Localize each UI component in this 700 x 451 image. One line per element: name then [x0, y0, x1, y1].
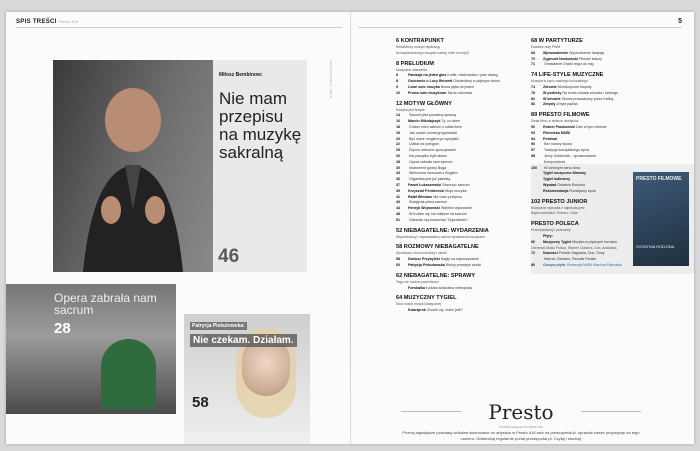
toc-entry-desc: Wieczorna rozmowa z Bogiem	[409, 171, 458, 176]
toc-entry-desc: Pieśnie staczy	[578, 56, 602, 61]
toc-entry-title: Prowo solo muzykowe	[408, 90, 447, 95]
toc-entry-desc: Nowa płyta na jesień	[440, 84, 474, 89]
toc-entry-page: 70	[531, 56, 535, 61]
toc-section-heading[interactable]: 52 NIEBAGATELNE: WYDARZENIA	[396, 227, 489, 234]
toc-entry-page: 60	[396, 262, 400, 267]
toc-entry-desc: Ostatnia Rodzina	[557, 182, 585, 187]
toc-entry-desc: Wybitne wykonanie	[440, 206, 472, 211]
toc-entry-title: W podróży	[543, 90, 562, 95]
toc-entry-title: Zygmunt Noskowski	[543, 56, 578, 61]
toc-entry-title: Fantazja na jeden głos	[408, 73, 447, 78]
toc-entry-page: 44	[396, 206, 400, 211]
toc-entry-desc: Zmysł piękna	[556, 102, 578, 107]
toc-entry-page: 98	[531, 153, 535, 158]
toc-entry-page: 20	[396, 136, 400, 141]
toc-section-heading[interactable]: PRESTO POLECA	[531, 221, 579, 228]
toc-entry-title: Gorąca płyta:	[543, 262, 566, 267]
toc-entry-desc: Jak czytać chorał gregoriański	[409, 130, 458, 135]
toc-entry-page: 96	[531, 142, 535, 147]
toc-entry-page: 90	[531, 124, 535, 129]
toc-entry-page: 10	[396, 90, 400, 95]
toc-section-heading[interactable]: 102 PRESTO JUNIOR	[531, 198, 588, 205]
toc-entry-desc: Monitoryczne kłopoty	[557, 84, 592, 89]
toc-entry-title: Krzysztof Penderecki	[408, 188, 445, 193]
toc-entry-desc: W ciemnym sercu kina	[544, 165, 581, 170]
toc-entry-page: 22	[396, 142, 400, 147]
toc-entry-page: 19	[396, 130, 400, 135]
section-label: SPIS TREŚCI Presto #16	[16, 19, 79, 25]
toc-entry-title: Festiwal	[543, 136, 558, 141]
toc-entry-desc: W trudzie się ma miejsce na sacrum	[409, 211, 467, 216]
toc-entry-title: Fzeskalka	[408, 285, 425, 290]
toc-entry-title: Płyty:	[543, 233, 553, 238]
toc-section-subtitle: Słów wokół muzyki klasycznej	[396, 302, 442, 307]
toc-entry-page: 43	[396, 200, 400, 205]
brand-small: POLSKI MAGAZYN O MUZYCE	[499, 425, 543, 429]
photo2-author: Patrycja Piekutowska:	[192, 323, 245, 329]
toc-section-heading[interactable]: 6 KONTRAPUNKT	[396, 38, 444, 44]
toc-entry-desc: Jerzy Goldsmith – sprawozdanie	[544, 153, 596, 158]
toc-entry-page: 58	[396, 257, 400, 262]
toc-entry-title: Muzyczny Tygiel	[543, 239, 572, 244]
toc-section-subtitle: Universal Music Polska, Warner Classics, Dux, Anaklasis	[531, 245, 617, 250]
header-rule-right	[358, 27, 682, 28]
figure-shape	[101, 339, 156, 409]
brand-line-left	[401, 411, 461, 412]
toc-section-subtitle: Muzyka w życiu naszego kulturalnego	[531, 79, 588, 84]
toc-entry-title: Lowe solo muzyka	[408, 84, 440, 89]
toc-entry-page: 80	[531, 262, 535, 267]
toc-entry-desc: Kompozytora	[544, 159, 566, 164]
toc-entry-page: 93	[531, 130, 535, 135]
toc-entry-desc: Recenzja MUBI Marcina Patrzałka	[566, 262, 622, 267]
brand-line-right	[581, 411, 641, 412]
toc-entry-page: 66	[531, 239, 535, 244]
toc-entry-desc: Kodłe, mistrzostwo i pani dialog	[447, 73, 498, 78]
toc-section-subtitle: Wspominamy i zapowiadamy ważne wydarzenia muzyczne	[396, 234, 485, 239]
film-cover-caption: OSTATNIA RODZINA	[636, 244, 675, 249]
toc-entry-page: 28	[396, 159, 400, 164]
toc-section-subtitle: Muzyka jest święta	[396, 107, 425, 112]
toc-column-2	[531, 34, 691, 269]
article-photo-opera[interactable]	[6, 284, 176, 414]
toc-entry[interactable]	[531, 263, 691, 269]
toc-section-heading[interactable]: 58 ROZMOWY NIEBAGATELNE	[396, 244, 479, 251]
toc-section-heading[interactable]: 8 PRELUDIUM	[396, 60, 434, 67]
toc-entry[interactable]	[396, 218, 524, 224]
toc-entry-title: Marcin Mikołajczyk	[408, 119, 441, 124]
toc-entry-desc: Nie mam przepisu	[432, 194, 462, 199]
toc-entry-page: 51	[396, 217, 400, 222]
feature-block[interactable]	[53, 60, 307, 272]
toc-section-subtitle: Redaktorzy muzyki dyskutują	[396, 45, 440, 49]
toc-entry-title: Rafał Wiecław	[408, 194, 432, 199]
toc-section-heading[interactable]: 62 NIEBAGATELNE: SPRAWY	[396, 272, 476, 279]
toc-entry-title: Wywiad	[543, 182, 557, 187]
toc-entry-desc: Łódzka kulturalna metropolia	[425, 285, 472, 290]
presto-logo: Presto	[488, 400, 554, 424]
toc-entry-page: 14	[396, 113, 400, 118]
toc-entry-desc: Dziś w tym mieście	[575, 124, 607, 129]
toc-entry-desc: Ty, co wiem	[441, 119, 461, 124]
toc-section-heading[interactable]: 89 PRESTO FILMOWE	[531, 112, 590, 119]
toc-entry-desc: Stworzyć sacrum	[442, 182, 470, 187]
toc-section-heading[interactable]: 68 W PARTYTURZE	[531, 38, 583, 44]
toc-section-subtitle: Bajka kalendarz: Romeo i Julia	[531, 211, 578, 216]
toc-section-heading[interactable]: 12 MOTYW GŁÓWNY	[396, 100, 452, 107]
feature-photo	[53, 60, 213, 272]
toc-entry-desc: Rozwijamy życie	[569, 188, 596, 193]
toc-entry-page: 26	[396, 153, 400, 158]
toc-entry-title: Patrycja Piekutowska	[408, 262, 445, 267]
vertical-credit-text: www.prestoportal.pl · zdjęcia	[329, 60, 333, 99]
toc-entry-desc: Moja muzyka	[445, 188, 467, 193]
feature-author: Miłosz Bembinow:	[219, 72, 263, 78]
toc-entry-page: 94	[531, 136, 535, 141]
film-cover-title: PRESTO FILMOWE	[636, 176, 682, 182]
photo1-page-number: 28	[54, 320, 71, 337]
toc-entry-title: Robert Piaskowski	[543, 124, 575, 129]
magazine-spread	[6, 12, 694, 444]
toc-entry-title: Henryk Wojnowski	[408, 206, 440, 211]
toc-entry[interactable]	[531, 102, 691, 108]
page-number: 5	[678, 18, 682, 25]
toc-entry-desc: Gwiazda czy kostucha? Odpowiedź?	[409, 217, 468, 222]
toc-entry-desc: Bez twarzy słowa	[544, 142, 572, 147]
toc-entry-page: 68	[531, 50, 535, 55]
toc-entry-page: 9	[396, 84, 398, 89]
toc-entry-page: 37	[396, 182, 400, 187]
toc-section-heading[interactable]: 74 LIFE-STYLE MUZYCZNE	[531, 72, 604, 79]
toc-section-heading[interactable]: 64 MUZYCZNY TYGIEL	[396, 295, 457, 302]
toc-entry-desc: Nagły na odpoczywanie	[440, 257, 479, 262]
toc-entry-page: 42	[396, 194, 400, 199]
toc-entry-desc: Daj mu wieczne spoczywanie	[409, 148, 456, 153]
toc-entry-title: Zmysły	[543, 102, 556, 107]
toc-entry-desc: Chcieć mieć sakrum z oddechem	[409, 124, 462, 129]
toc-entry-page: 18	[396, 124, 400, 129]
toc-entry-desc: Być może mogłem go wymyślić	[409, 136, 459, 141]
toc-entry-page: 8	[396, 79, 398, 84]
toc-entry-page: 30	[396, 165, 400, 170]
toc-entry-title: W kinowie	[543, 96, 561, 101]
toc-entry-title: Tygiel kulinarny	[543, 177, 571, 182]
toc-section-subtitle: Tego nie można przemilczeć	[396, 279, 439, 284]
toc-entry-desc: Świątynia pełna sacrum	[409, 200, 447, 205]
photo1-caption: Opera zabrała nam sacrum	[54, 291, 157, 317]
toc-entry-page: 78	[531, 90, 535, 95]
toc-entry[interactable]	[396, 91, 524, 97]
toc-entry[interactable]	[396, 263, 524, 269]
toc-entry-page: 82	[531, 96, 535, 101]
spread-gutter	[350, 12, 351, 444]
toc-entry-page: 36	[396, 177, 400, 182]
toc-column-1	[396, 34, 524, 314]
toc-entry-title: Wprowadzenie	[543, 50, 569, 55]
toc-entry-desc: Muzyka w pięknych formach	[572, 239, 618, 244]
toc-entry-page: 100	[531, 165, 537, 170]
toc-entry-title: Paweł Łukaszewski	[408, 182, 442, 187]
article-photo-piekutowska[interactable]	[184, 314, 310, 444]
toc-entry-desc: Warner Classics, Paradis Feriale	[544, 257, 597, 262]
toc-entry-desc: Sacrum jest poważną sprawą	[409, 113, 456, 118]
toc-entry-desc: Wychodzenie tradycja	[569, 50, 605, 55]
toc-entry-title: Dariusz Przybylski	[408, 257, 440, 262]
toc-entry-page: 74	[531, 84, 535, 89]
toc-entry-desc: Udział na polegam	[409, 142, 439, 147]
toc-section-subtitle: Przeczytaliśmy i polecamy	[531, 228, 571, 233]
toc-section-subtitle: Dodatek nuty PWM	[531, 45, 561, 49]
toc-entry-desc: Opera zabrała nam sacrum	[409, 159, 453, 164]
toc-entry-desc: Instrument godny Boga	[409, 165, 447, 170]
toc-section-subtitle: Spotkania z ludźmi kultury i sztuki	[396, 251, 447, 256]
toc-entry-desc: Organista jest już pianistą	[409, 177, 451, 182]
toc-entry-title: Filmoteka MUBI	[543, 130, 570, 135]
toc-entry-page: 25	[396, 148, 400, 153]
feature-title: Nie mam przepisu na muzykę sakralną	[219, 89, 302, 162]
toc-entry-title: Nowości	[543, 251, 558, 256]
portrait-illustration	[53, 60, 213, 272]
toc-entry-page: 48	[396, 211, 400, 216]
toc-entry-desc: Wolny przepływ sztuki	[445, 262, 482, 267]
photo2-title: Nie czekam. Działam.	[190, 334, 297, 347]
toc-entry-title: Zdrowie	[543, 84, 557, 89]
photo2-page-number: 58	[192, 394, 209, 411]
toc-entry-desc: Na początku było słowo	[409, 153, 447, 158]
brand-text: Poznaj największe podcasty wokalne skierowane do artystów w Presto #16 weź na prestoportal.pl, sprawdź nasze propozycje do tego numeru. Odwiedzaj regularnie portal prestoportal.pl. Czytaj i słuchaj!	[402, 430, 640, 441]
toc-entry[interactable]	[531, 189, 691, 195]
toc-entry-page: 8	[396, 73, 398, 78]
toc-entry[interactable]	[531, 62, 691, 68]
toc-section-subtitle: Muzyczne zdarzenia	[396, 67, 427, 72]
toc-entry-desc: Na końcu świata zdrowia i dobrego	[562, 90, 619, 95]
toc-entry-desc: Tarna rozmowa	[447, 90, 473, 95]
toc-entry-desc: Serwis prowadzony przez Kalinę	[561, 96, 614, 101]
toc-entry-page: 71	[531, 62, 535, 67]
toc-entry-desc: Odwiedziny w pięknym domu	[453, 79, 500, 84]
toc-entry-page: 72	[531, 251, 535, 256]
toc-entry-page: 97	[531, 148, 535, 153]
toc-entry-page: 86	[531, 102, 535, 107]
presto-brand-footer	[401, 400, 641, 442]
feature-page-number: 46	[218, 246, 240, 267]
toc-section-subtitle: Świat filmu w świecie dźwięków	[531, 119, 579, 124]
toc-entry-page: 39	[396, 188, 400, 193]
toc-entry-title: Gościnnie u Lucy Bennett	[408, 79, 453, 84]
toc-entry[interactable]	[396, 286, 524, 292]
toc-entry-title: Rekomendacja	[543, 188, 569, 193]
toc-section-subtitle: Ile współczesnego muzyka należy mieć w mojej?	[396, 50, 470, 55]
toc-entry-page: 34	[396, 171, 400, 176]
toc-entry-desc: Tradycja szczęśliwego życia	[543, 148, 589, 153]
toc-entry-title: Tygiel muzyczno-filmowy	[543, 171, 587, 176]
toc-entry-desc: Chodzi cię, łóżko jest?	[426, 308, 463, 313]
toc-entry-page: 16	[396, 119, 400, 124]
header-rule-left	[16, 27, 342, 28]
toc-section-subtitle: Muzyczne rapsodia z najmłodszymi	[531, 205, 585, 210]
toc-entry[interactable]	[396, 308, 524, 314]
toc-entry-desc: Polskie Nagrania, Dux, Sony	[558, 251, 605, 256]
toc-entry-desc: Omawianie Orarki reguł do mig	[544, 62, 594, 67]
toc-entry-title: Kwartprok	[408, 308, 426, 313]
